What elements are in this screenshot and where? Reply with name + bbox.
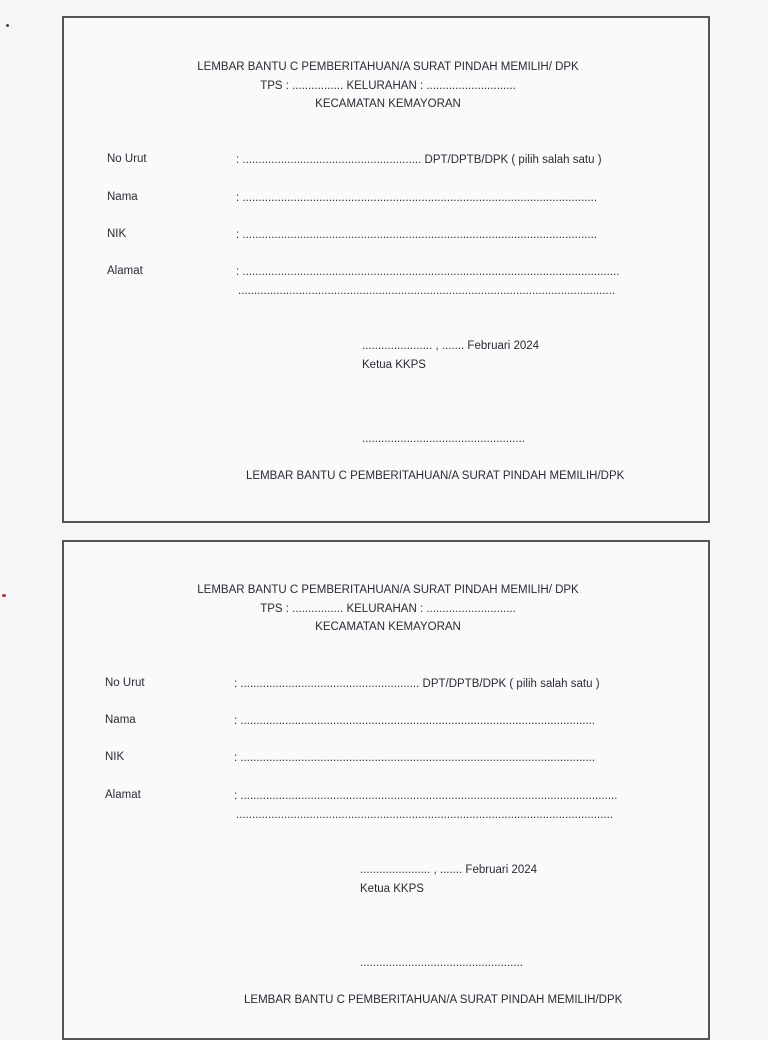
nama-field: : ...............................................................................................................: [234, 715, 596, 727]
form-footer: LEMBAR BANTU C PEMBERITAHUAN/A SURAT PINDAH MEMILIH/DPK: [246, 470, 625, 482]
scan-speck: [2, 594, 6, 597]
tps-kelurahan-line: TPS : ................ KELURAHAN : ............................: [260, 80, 516, 92]
nik-field: : ...............................................................................................................: [236, 229, 598, 241]
nik-field: : ...............................................................................................................: [234, 752, 596, 764]
signature-line: ...................................................: [360, 957, 523, 969]
nama-field: : ...............................................................................................................: [236, 192, 598, 204]
alamat-field-line1: : ......................................................................................................................: [236, 266, 620, 278]
tps-kelurahan-line: TPS : ................ KELURAHAN : ............................: [260, 603, 516, 615]
kecamatan-line: KECAMATAN KEMAYORAN: [315, 621, 461, 633]
no-urut-label: No Urut: [105, 677, 145, 689]
alamat-field-line1: : ......................................................................................................................: [234, 790, 618, 802]
no-urut-field: : ........................................................ DPT/DPTB/DPK ( pilih salah satu ): [234, 678, 600, 690]
form-title: LEMBAR BANTU C PEMBERITAHUAN/A SURAT PINDAH MEMILIH/ DPK: [197, 61, 579, 73]
signer-title: Ketua KKPS: [360, 883, 424, 895]
form-card-2: [62, 540, 710, 1040]
signer-title: Ketua KKPS: [362, 359, 426, 371]
nik-label: NIK: [105, 751, 125, 763]
alamat-label: Alamat: [105, 789, 141, 801]
nama-label: Nama: [107, 191, 138, 203]
alamat-label: Alamat: [107, 265, 143, 277]
scan-speck: [6, 24, 9, 27]
kecamatan-line: KECAMATAN KEMAYORAN: [315, 98, 461, 110]
nik-label: NIK: [107, 228, 127, 240]
alamat-field-line2: ......................................................................................................................: [236, 809, 614, 821]
signature-line: ...................................................: [362, 433, 525, 445]
no-urut-field: : ........................................................ DPT/DPTB/DPK ( pilih salah satu ): [236, 154, 602, 166]
form-footer: LEMBAR BANTU C PEMBERITAHUAN/A SURAT PINDAH MEMILIH/DPK: [244, 994, 623, 1006]
alamat-field-line2: ......................................................................................................................: [238, 285, 616, 297]
form-card-1: [62, 16, 710, 523]
nama-label: Nama: [105, 714, 136, 726]
no-urut-label: No Urut: [107, 153, 147, 165]
date-line: ...................... , ....... Februari 2024: [360, 864, 538, 876]
form-title: LEMBAR BANTU C PEMBERITAHUAN/A SURAT PINDAH MEMILIH/ DPK: [197, 584, 579, 596]
date-line: ...................... , ....... Februari 2024: [362, 340, 540, 352]
